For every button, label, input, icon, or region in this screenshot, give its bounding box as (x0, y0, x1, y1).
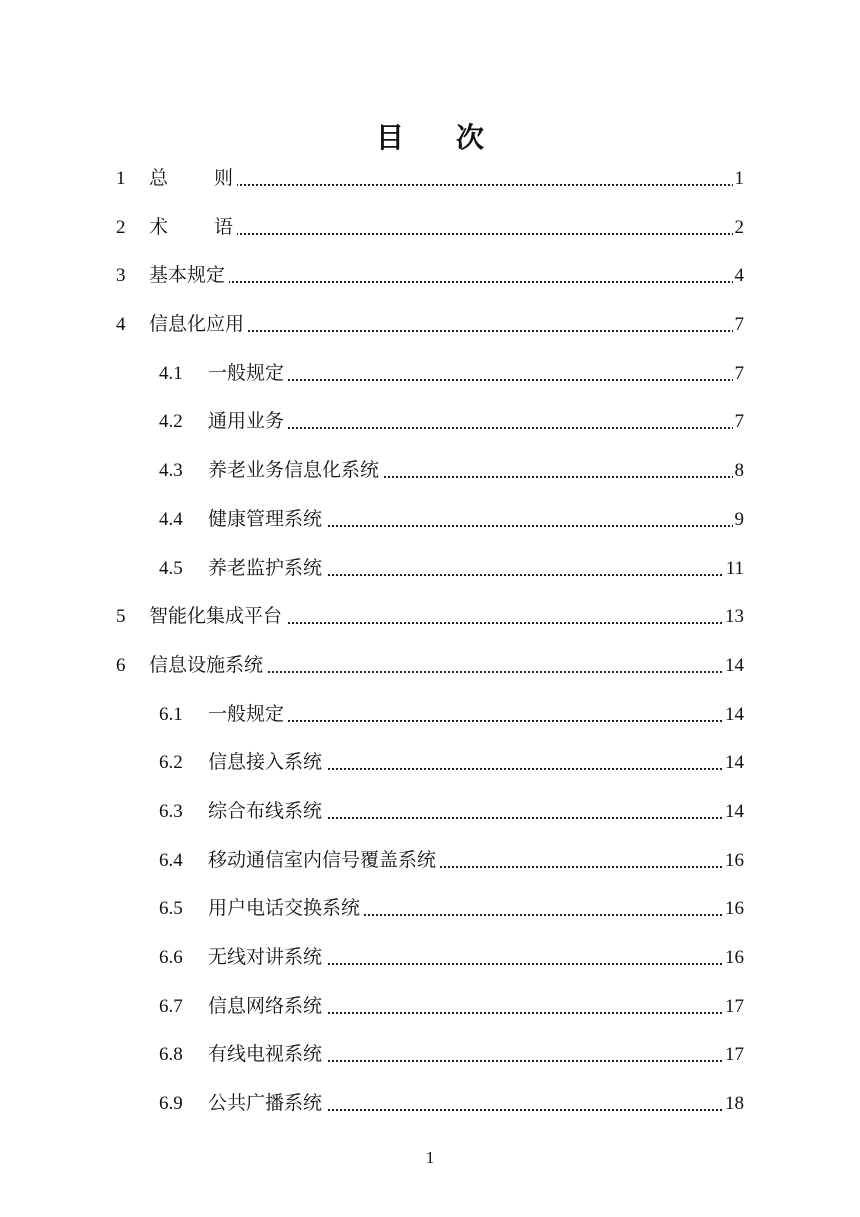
toc-entry-page: 17 (725, 1044, 744, 1066)
toc-entry-number: 6.1 (159, 703, 183, 725)
toc-entry-number: 4.2 (159, 411, 183, 433)
toc-entry-number: 6.7 (159, 995, 183, 1017)
toc-entry-6-1[interactable] (0, 690, 860, 739)
toc-entry-number: 4 (116, 314, 126, 336)
toc-entry-4-2[interactable] (0, 397, 860, 446)
toc-entry-number: 6.2 (159, 752, 183, 774)
toc-entry-label: 信息接入系统 (208, 750, 326, 774)
toc-entry-4-4[interactable] (0, 495, 860, 544)
toc-entry-number: 6.3 (159, 800, 183, 822)
toc-entry-number: 2 (116, 216, 126, 238)
toc-entry-6[interactable] (0, 641, 860, 690)
toc-entry-label: 养老监护系统 (208, 556, 326, 580)
toc-entry-page: 1 (734, 168, 744, 189)
toc-entry-number: 6.8 (159, 1044, 183, 1066)
toc-entry-label: 健康管理系统 (208, 507, 326, 531)
toc-entry-number: 4.1 (159, 362, 183, 384)
toc-entry-number: 6.9 (159, 1093, 183, 1115)
toc-entry-label: 一般规定 (208, 361, 288, 385)
toc-entry-page: 13 (725, 606, 744, 628)
toc-entry-label: 有线电视系统 (208, 1042, 326, 1066)
toc-entry-page: 7 (734, 362, 744, 384)
toc-entry-page: 17 (725, 995, 744, 1017)
toc-dot-leader (208, 702, 742, 726)
toc-dot-leader (208, 361, 742, 385)
toc-entry-page: 11 (725, 557, 744, 579)
toc-entry-page: 14 (725, 752, 744, 774)
toc-entry-5[interactable] (0, 592, 860, 641)
page-title (0, 118, 860, 158)
toc-entry-6-4[interactable] (0, 836, 860, 885)
toc-entry-page: 14 (725, 800, 744, 822)
toc-entry-label: 基本规定 (149, 263, 229, 287)
toc-entry-6-8[interactable] (0, 1030, 860, 1079)
toc-entry-page: 14 (725, 654, 744, 676)
toc-dot-leader (208, 409, 742, 433)
toc-entry-number: 6 (116, 654, 126, 676)
toc-entry-label: 通用业务 (208, 409, 288, 433)
toc-entry-label: 一般规定 (208, 702, 288, 726)
toc-entry-number: 1 (116, 168, 126, 189)
title-char-1: 目 (375, 121, 404, 154)
toc-entry-page: 16 (725, 947, 744, 968)
toc-entry-label: 智能化集成平台 (149, 604, 286, 628)
toc-entry-6-6[interactable] (0, 933, 860, 982)
toc-entry-6-3[interactable] (0, 787, 860, 836)
toc-entry-label: 无线对讲系统 (208, 945, 326, 969)
toc-entry-page: 16 (725, 849, 744, 871)
toc-entry-label: 信息设施系统 (149, 653, 267, 677)
toc-entry-page: 14 (725, 703, 744, 725)
toc-entry-number: 6.4 (159, 849, 183, 871)
toc-entry-label: 总 则 (149, 166, 237, 190)
toc-entry-page: 8 (734, 460, 744, 482)
toc-entry-number: 4.3 (159, 460, 183, 482)
toc-entry-page: 7 (734, 411, 744, 433)
toc-entry-number: 5 (116, 606, 126, 628)
toc-entry-4-5[interactable] (0, 544, 860, 593)
toc-entry-number: 3 (116, 265, 126, 287)
toc-entry-6-2[interactable] (0, 738, 860, 787)
toc-entry-label: 信息化应用 (149, 312, 248, 336)
title-char-2: 次 (456, 121, 485, 154)
toc-entry-number: 6.5 (159, 898, 183, 920)
toc-entry-page: 9 (734, 508, 744, 530)
toc-entry-page: 2 (734, 216, 744, 238)
toc-entry-label: 公共广播系统 (208, 1091, 326, 1115)
toc-entry-page: 7 (734, 314, 744, 336)
toc-dot-leader (149, 263, 742, 287)
toc-entry-page: 4 (734, 265, 744, 287)
toc-entry-label: 术 语 (149, 215, 237, 239)
toc-entry-label: 用户电话交换系统 (208, 896, 364, 920)
toc-entry-page: 18 (725, 1093, 744, 1115)
toc-entry-1[interactable] (0, 154, 860, 203)
toc-entry-label: 移动通信室内信号覆盖系统 (208, 848, 440, 872)
toc-entry-page: 16 (725, 898, 744, 920)
table-of-contents (0, 154, 860, 1128)
toc-entry-number: 4.5 (159, 557, 183, 579)
toc-dot-leader (149, 166, 742, 190)
toc-entry-4[interactable] (0, 300, 860, 349)
toc-entry-2[interactable] (0, 203, 860, 252)
toc-entry-6-7[interactable] (0, 982, 860, 1031)
toc-entry-3[interactable] (0, 251, 860, 300)
toc-entry-4-1[interactable] (0, 349, 860, 398)
toc-entry-4-3[interactable] (0, 446, 860, 495)
toc-entry-number: 6.6 (159, 947, 183, 968)
toc-dot-leader (149, 215, 742, 239)
footer-page-number: 1 (425, 1148, 435, 1167)
toc-entry-label: 综合布线系统 (208, 799, 326, 823)
toc-entry-6-9[interactable] (0, 1079, 860, 1128)
toc-entry-number: 4.4 (159, 508, 183, 530)
toc-entry-label: 养老业务信息化系统 (208, 458, 383, 482)
toc-entry-label: 信息网络系统 (208, 994, 326, 1018)
toc-entry-6-5[interactable] (0, 884, 860, 933)
